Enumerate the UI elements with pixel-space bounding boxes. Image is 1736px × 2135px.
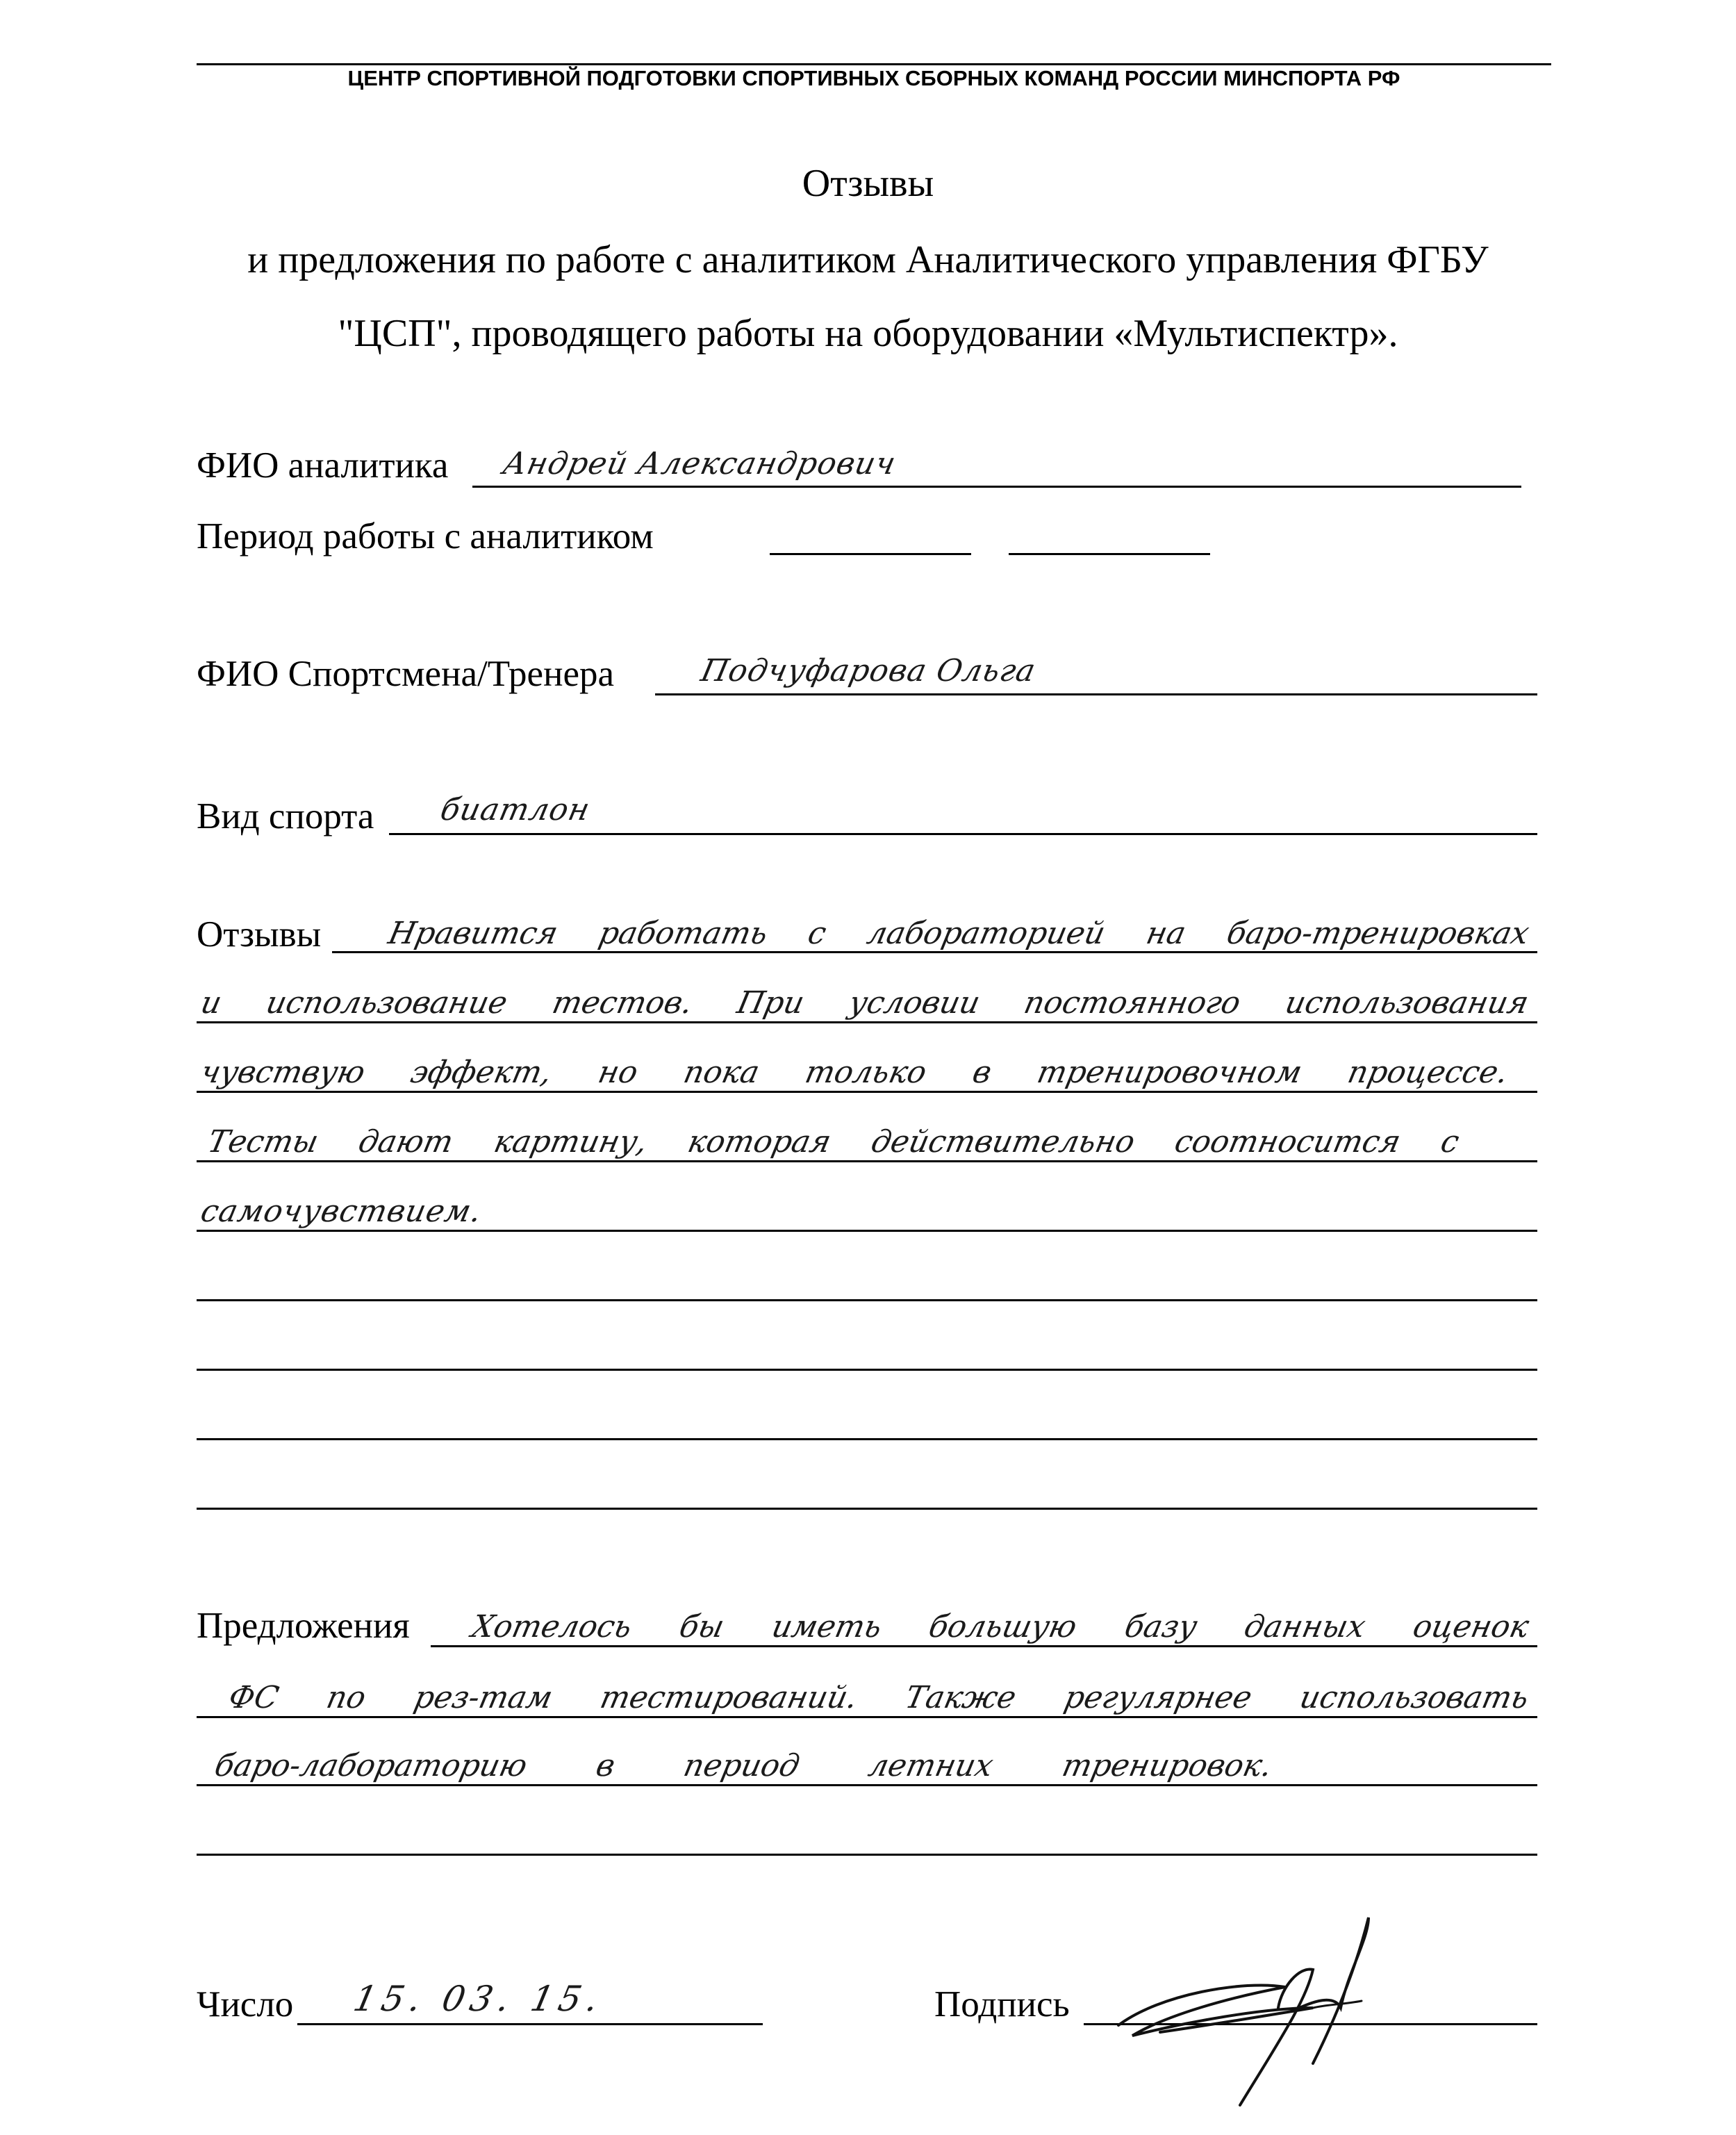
suggestion-word: тренировок. — [1059, 1748, 1275, 1783]
reviews-text-line-3 — [197, 1055, 1512, 1090]
analyst-name-value: Андрей Александрович — [499, 446, 900, 481]
suggestion-word: ФС — [225, 1680, 282, 1715]
suggestions-text-line-2 — [225, 1680, 1532, 1715]
review-word: но — [595, 1055, 641, 1090]
suggestion-word: Хотелось — [468, 1609, 636, 1644]
review-word: и — [197, 985, 225, 1021]
reviews-line-1 — [332, 951, 1537, 953]
analyst-name-line — [472, 486, 1521, 488]
reviews-line-2 — [197, 1021, 1537, 1023]
period-start-line — [770, 553, 971, 555]
period-label: Период работы с аналитиком — [197, 516, 654, 557]
review-word: Тесты — [204, 1124, 322, 1160]
review-word: с — [804, 916, 830, 951]
reviews-text-line-1 — [385, 916, 1532, 951]
review-word: процессе. — [1344, 1055, 1512, 1090]
suggestions-line-2 — [197, 1716, 1537, 1718]
suggestion-word: баро-лабораторию — [211, 1748, 531, 1783]
review-word: которая — [684, 1124, 834, 1160]
athlete-name-line — [655, 693, 1537, 695]
review-word: тренировочном — [1034, 1055, 1305, 1090]
review-word: действительно — [868, 1124, 1138, 1160]
reviews-line-7 — [197, 1369, 1537, 1371]
suggestions-label: Предложения — [197, 1606, 410, 1646]
form-subtitle-line-2: "ЦСП", проводящего работы на оборудовании «Мультиспектр». — [338, 312, 1398, 355]
suggestions-text-line-1 — [468, 1609, 1532, 1644]
review-word: пока — [680, 1055, 763, 1090]
analyst-name-label: ФИО аналитика — [197, 445, 449, 486]
suggestions-line-4 — [197, 1854, 1537, 1856]
reviews-line-6 — [197, 1299, 1537, 1301]
suggestions-line-1 — [431, 1645, 1537, 1647]
form-title: Отзывы — [802, 162, 934, 205]
suggestion-word: период — [680, 1748, 803, 1783]
header-rule — [197, 63, 1551, 65]
review-word: постоянного — [1021, 985, 1244, 1021]
reviews-line-4 — [197, 1160, 1537, 1162]
suggestions-line-3 — [197, 1784, 1537, 1786]
suggestion-word: в — [593, 1748, 618, 1783]
review-word: на — [1143, 916, 1189, 951]
review-word: с — [1437, 1124, 1463, 1160]
athlete-name-value: Подчуфарова Ольга — [697, 653, 1039, 689]
date-line — [297, 2023, 763, 2025]
athlete-name-label: ФИО Спортсмена/Тренера — [197, 654, 614, 694]
reviews-line-5 — [197, 1230, 1537, 1232]
suggestion-word: бы — [676, 1609, 727, 1644]
review-word: эффект, — [408, 1055, 556, 1090]
suggestion-word: летних — [865, 1748, 997, 1783]
review-word: дают — [355, 1124, 457, 1160]
review-word: самочувствием. — [197, 1194, 486, 1229]
review-word: баро-тренировках — [1223, 916, 1532, 951]
suggestion-word: Также — [902, 1680, 1020, 1715]
review-word: лабораторией — [864, 916, 1109, 951]
reviews-line-9 — [197, 1508, 1537, 1510]
suggestion-word: базу — [1121, 1609, 1200, 1644]
organization-header: ЦЕНТР СПОРТИВНОЙ ПОДГОТОВКИ СПОРТИВНЫХ СБОРНЫХ КОМАНД РОССИИ МИНСПОРТА РФ — [347, 66, 1400, 90]
sport-line — [389, 833, 1537, 835]
suggestion-word: иметь — [768, 1609, 885, 1644]
suggestion-word: рез-там — [411, 1680, 556, 1715]
handwritten-signature — [1105, 1904, 1389, 2112]
review-word: картину, — [490, 1124, 651, 1160]
suggestions-text-line-3 — [211, 1748, 1275, 1783]
review-word: только — [802, 1055, 930, 1090]
review-word: условии — [845, 985, 983, 1021]
review-word: чувствую — [197, 1055, 369, 1090]
review-word: Нравится — [385, 916, 561, 951]
review-word: в — [969, 1055, 995, 1090]
review-word: При — [734, 985, 808, 1021]
reviews-text-line-2 — [197, 985, 1532, 1021]
reviews-line-8 — [197, 1438, 1537, 1440]
signature-label: Подпись — [934, 1984, 1070, 2025]
suggestion-word: регулярнее — [1061, 1680, 1255, 1715]
suggestion-word: использовать — [1296, 1680, 1532, 1715]
date-value: 15. 03. 15. — [349, 1979, 608, 2019]
form-subtitle-line-1: и предложения по работе с аналитиком Аналитического управления ФГБУ — [247, 238, 1489, 281]
reviews-label: Отзывы — [197, 914, 322, 955]
review-word: работать — [595, 916, 771, 951]
sport-label: Вид спорта — [197, 796, 374, 836]
period-end-line — [1009, 553, 1210, 555]
reviews-line-3 — [197, 1091, 1537, 1093]
reviews-text-line-4 — [204, 1124, 1463, 1160]
suggestion-word: тестирований. — [597, 1680, 861, 1715]
suggestion-word: по — [323, 1680, 370, 1715]
review-word: использования — [1282, 985, 1532, 1021]
sport-value: биатлон — [437, 792, 594, 827]
review-word: использование — [263, 985, 511, 1021]
review-word: тестов. — [549, 985, 696, 1021]
review-word: соотносится — [1171, 1124, 1405, 1160]
suggestion-word: оценок — [1410, 1609, 1532, 1644]
date-label: Число — [197, 1984, 294, 2025]
suggestion-word: большую — [925, 1609, 1080, 1644]
suggestion-word: данных — [1241, 1609, 1369, 1644]
